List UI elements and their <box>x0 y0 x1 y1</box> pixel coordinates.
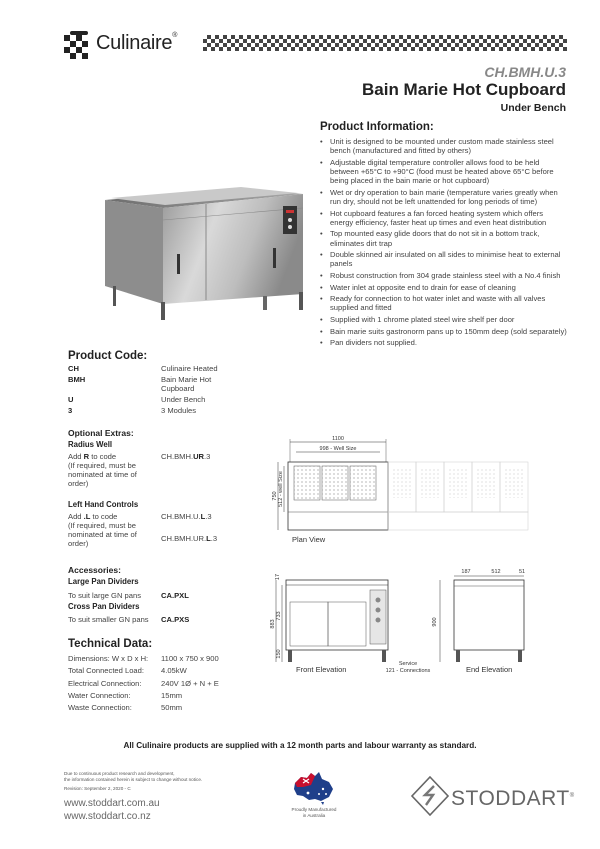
list-item: • Ready for connection to hot water inlet and waste with all valves supplied and fitted <box>320 294 568 312</box>
left-hand-text: Add .L to code (If required, must be nominated at time of order) <box>68 512 137 548</box>
end-elevation-label: End Elevation <box>466 665 513 674</box>
list-item: • Water inlet at opposite end to drain for ease of cleaning <box>320 283 568 292</box>
technical-data-heading: Technical Data: <box>68 638 153 650</box>
list-item: • Supplied with 1 chrome plated steel wire shelf per door <box>320 315 568 324</box>
front-elevation-drawing <box>270 574 431 674</box>
end-height-dim: 900 <box>432 617 438 627</box>
plan-well-dim: 998 - Well Size <box>319 446 357 452</box>
front-bottom-dim: 150 <box>276 649 282 659</box>
left-hand-code-2: CH.BMH.UR.L.3 <box>161 534 218 543</box>
product-code-table <box>68 364 248 417</box>
radius-well-heading: Radius Well <box>68 440 113 449</box>
list-item: • Bain marie suits gastronorm pans up to 150mm deep (sold separately) <box>320 327 568 336</box>
service-title: Service <box>398 661 418 667</box>
plan-view-label: Plan View <box>292 535 326 544</box>
stoddart-wordmark: STODDART® <box>451 787 575 810</box>
product-image <box>103 182 308 324</box>
made-in-australia: Proudly Manufactured in Australia <box>291 807 337 818</box>
large-pan-code: CA.PXL <box>161 591 189 600</box>
large-pan-text: To suit large GN pans <box>68 591 142 600</box>
list-item: • Double skinned air insulated on all sides to minimise heat to external panels <box>320 250 568 268</box>
cross-pan-heading: Cross Pan Dividers <box>68 602 140 611</box>
left-hand-heading: Left Hand Controls <box>68 500 139 509</box>
front-total-dim: 883 <box>270 619 276 629</box>
plan-view-drawing <box>272 436 528 544</box>
service-text: 121 - Connections <box>385 668 431 674</box>
checker-banner <box>203 35 567 51</box>
list-item: • Wet or dry operation to bain marie (temperature varies greatly when run dry, should not be left unattended for long periods of time) <box>320 188 568 206</box>
plan-depth-dim: 750 <box>272 491 278 501</box>
list-item: • Pan dividers not supplied. <box>320 338 568 347</box>
left-hand-code-1: CH.BMH.U.L.3 <box>161 512 212 521</box>
australia-map-icon <box>289 769 339 805</box>
end-dim-c: 51 <box>518 569 526 575</box>
accessories-heading: Accessories: <box>68 565 121 575</box>
website-nz-link[interactable]: www.stoddart.co.nz <box>64 811 151 822</box>
disclaimer: Due to continuous product research and development, the information contained herein is subject to change without notice. Revision: September 2, 2020 - C <box>64 771 203 791</box>
product-information-heading: Product Information: <box>320 121 434 133</box>
warranty-note: All Culinaire products are supplied with a 12 month parts and labour warranty as standard. <box>123 741 477 750</box>
radius-well-text: Add R to code (If required, must be nominated at time of order) <box>68 452 137 488</box>
page-title: Bain Marie Hot Cupboard <box>361 80 566 99</box>
cross-pan-code: CA.PXS <box>161 615 190 624</box>
plan-well-depth-dim: 512 - well Size <box>278 471 284 507</box>
large-pan-heading: Large Pan Dividers <box>68 577 139 586</box>
table-row: Total Connected Load: 4.05kW <box>68 666 187 676</box>
optional-extras-heading: Optional Extras: <box>68 428 134 438</box>
end-dim-a: 187 <box>461 569 471 575</box>
radius-well-code: CH.BMH.UR.3 <box>161 452 211 461</box>
list-item: • Hot cupboard features a fan forced heating system which offers energy efficiency, faster heat up times and even heat distribution <box>320 209 568 227</box>
table-row: Dimensions: W x D x H: 1100 x 750 x 900 <box>68 654 219 663</box>
product-code-heading: Product Code: <box>68 350 148 362</box>
stoddart-logo-icon <box>411 776 449 816</box>
list-item: • Adjustable digital temperature controller allows food to be held between +65°C to +90°C (food must be heated above 65°C before being placed in the bain marie or hot cupboard) <box>320 158 568 186</box>
table-row: Water Connection: 15mm <box>68 690 183 700</box>
brand-name: Culinaire® <box>96 32 178 54</box>
technical-data-table <box>68 653 268 714</box>
table-row: Waste Connection: 50mm <box>68 703 183 713</box>
list-item: • Robust construction from 304 grade stainless steel with a No.4 finish <box>320 271 568 280</box>
end-elevation-drawing <box>432 569 525 674</box>
table-row: BMH Bain Marie Hot Cupboard <box>68 375 212 393</box>
website-au-link[interactable]: www.stoddart.com.au <box>64 798 160 809</box>
front-elevation-label: Front Elevation <box>296 665 347 674</box>
table-row: 3 3 Modules <box>68 406 197 415</box>
page-subtitle: Under Bench <box>500 102 566 114</box>
technical-drawings <box>268 432 573 682</box>
list-item: • Unit is designed to be mounted under custom made stainless steel bench (manufactured and fitted by others) <box>320 137 568 155</box>
culinaire-logo-icon <box>64 31 94 59</box>
product-information-list <box>320 137 568 350</box>
table-row: U Under Bench <box>68 395 206 404</box>
front-mid-dim: 733 <box>276 611 282 621</box>
end-dim-b: 512 <box>491 569 501 575</box>
list-item: • Top mounted easy glide doors that do not sit in a bottom track, eliminates dirt trap <box>320 229 568 247</box>
table-row: CH Culinaire Heated <box>68 364 218 373</box>
table-row: Electrical Connection: 240V 1Ø + N + E <box>68 678 219 688</box>
cross-pan-text: To suit smaller GN pans <box>68 615 149 624</box>
front-top-dim: 17 <box>275 573 281 581</box>
product-code-title: CH.BMH.U.3 <box>484 64 566 80</box>
plan-width-dim: 1100 <box>332 436 344 442</box>
